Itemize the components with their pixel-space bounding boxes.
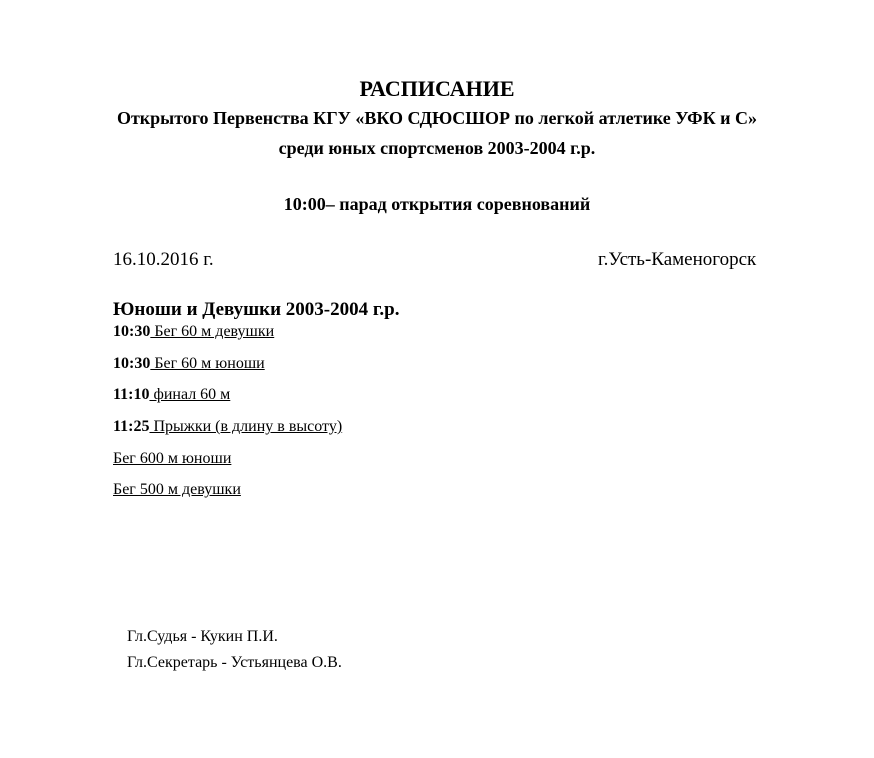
document-subtitle-line2: среди юных спортсменов 2003-2004 г.р.: [278, 138, 596, 158]
schedule-item: [113, 355, 265, 373]
event-date: 16.10.2016 г.: [113, 249, 214, 270]
schedule-item: [113, 418, 342, 436]
document-title: РАСПИСАНИЕ: [359, 76, 515, 101]
document-subtitle-line1: Открытого Первенства КГУ «ВКО СДЮСШОР по легкой атлетике УФК и С»: [116, 108, 758, 128]
event-city: г.Усть-Каменогорск: [598, 249, 757, 270]
schedule-item: [113, 323, 274, 341]
chief-secretary-signature: Гл.Секретарь - Устьянцева О.В.: [127, 654, 342, 671]
schedule-item-time: 11:25: [113, 418, 150, 435]
schedule-item-event: Прыжки (в длину в высоту): [149, 418, 343, 435]
schedule-item-time: 10:30: [113, 355, 151, 372]
schedule-item-event: Бег 60 м юноши: [150, 355, 265, 372]
schedule-item-event: Бег 600 м юноши: [113, 450, 232, 467]
schedule-item-event: финал 60 м: [149, 386, 231, 403]
opening-parade-line: 10:00– парад открытия соревнований: [283, 194, 591, 214]
schedule-item: [113, 481, 241, 499]
schedule-item-time: 11:10: [113, 386, 150, 403]
schedule-item-event: Бег 500 м девушки: [113, 481, 241, 498]
group-heading: Юноши и Девушки 2003-2004 г.р.: [113, 299, 400, 320]
chief-judge-signature: Гл.Судья - Кукин П.И.: [127, 628, 278, 645]
schedule-item: [113, 450, 231, 468]
schedule-item-event: Бег 60 м девушки: [150, 323, 275, 340]
schedule-item: [113, 386, 230, 404]
schedule-item-time: 10:30: [113, 323, 151, 340]
